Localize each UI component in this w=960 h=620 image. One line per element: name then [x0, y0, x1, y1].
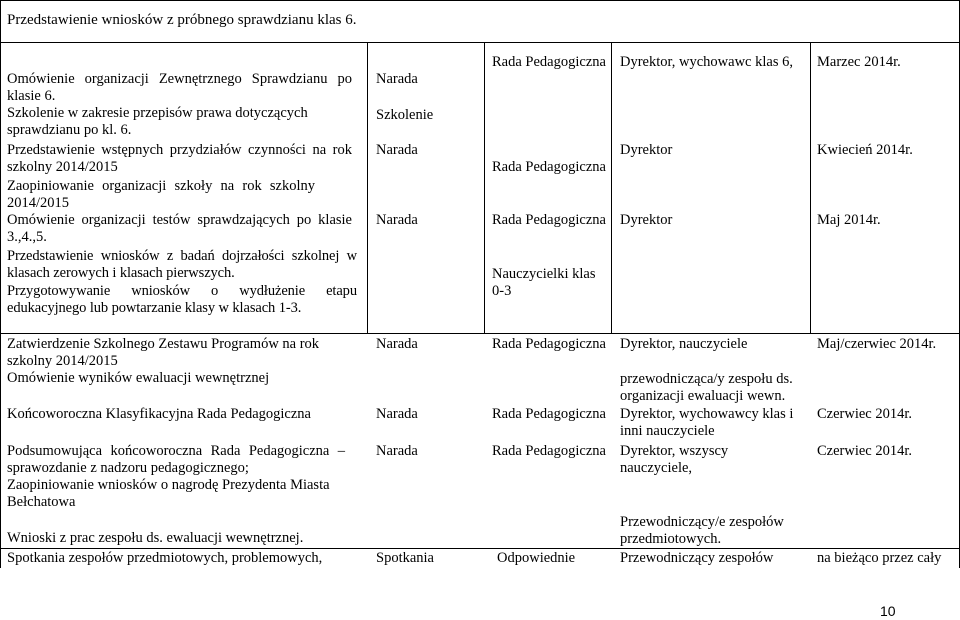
col-divider-form [367, 42, 368, 333]
row1-form-3: Narada [376, 142, 418, 158]
row1-topic-4: Zaopiniowanie organizacji szkoły na rok szkolny 2014/2015 [7, 178, 315, 211]
col-divider-responsible [611, 42, 612, 333]
row2-topic-3: Końcoworoczna Klasyfikacyjna Rada Pedagogiczna [7, 406, 311, 422]
table-border-left [0, 0, 1, 568]
row1-topic-2: Szkolenie w zakresie przepisów prawa dotyczących sprawdzianu po kl. 6. [7, 105, 308, 138]
row3-topic: Spotkania zespołów przedmiotowych, problemowych, [7, 550, 323, 566]
table-rule-row2 [0, 548, 960, 549]
row2-responsible-3: Dyrektor, wychowawcy klas i inni nauczyciele [620, 406, 794, 439]
row2-responsible-2: przewodnicząca/y zespołu ds. organizacji ewaluacji wewn. [620, 371, 793, 404]
row1-form-4: Narada [376, 212, 418, 228]
row1-participants-3: Rada Pedagogiczna [492, 212, 606, 228]
row2-topic-6: Wnioski z prac zespołu ds. ewaluacji wewnętrznej. [7, 530, 304, 546]
table-rule-row1 [0, 333, 960, 334]
row2-topic-2: Omówienie wyników ewaluacji wewnętrznej [7, 370, 270, 386]
row1-deadline-1: Marzec 2014r. [817, 54, 901, 70]
row1-form-1: Narada [376, 71, 418, 87]
row1-topic-5: Omówienie organizacji testów sprawdzających po klasie 3.,4.,5. [7, 212, 352, 245]
row3-responsible: Przewodniczący zespołów [620, 550, 774, 566]
row2-form-1: Narada [376, 336, 418, 352]
page-number: 10 [880, 603, 896, 619]
table-rule-row0 [0, 42, 960, 43]
row1-participants-2: Rada Pedagogiczna [492, 159, 606, 175]
row2-form-2: Narada [376, 406, 418, 422]
row2-topic-1: Zatwierdzenie Szkolnego Zestawu Programów na rok szkolny 2014/2015 [7, 336, 320, 369]
row3-deadline: na bieżąco przez cały [817, 550, 942, 566]
row2-responsible-4: Dyrektor, wszyscy nauczyciele, [620, 443, 729, 476]
row1-topic-1: Omówienie organizacji Zewnętrznego Sprawdzianu po klasie 6. [7, 71, 352, 104]
row2-form-3: Narada [376, 443, 418, 459]
row1-topic-6: Przedstawienie wniosków z badań dojrzałości szkolnej w klasach zerowych i klasach pierwszych. [7, 248, 357, 281]
row2-participants-2: Rada Pedagogiczna [492, 406, 606, 422]
row1-topic-7: Przygotowywanie wniosków o wydłużenie etapu edukacyjnego lub powtarzanie klasy w klasach 1-3. [7, 283, 357, 316]
row1-responsible-3: Dyrektor [620, 212, 673, 228]
row2-deadline-1: Maj/czerwiec 2014r. [817, 336, 937, 352]
row2-deadline-3: Czerwiec 2014r. [817, 443, 913, 459]
col-divider-participants [484, 42, 485, 333]
row3-participants: Odpowiednie [497, 550, 576, 566]
row2-participants-1: Rada Pedagogiczna [492, 336, 606, 352]
col-divider-deadline [810, 42, 811, 333]
row1-participants-4: Nauczycielki klas 0-3 [492, 266, 596, 299]
row2-topic-4: Podsumowująca końcoworoczna Rada Pedagogiczna – sprawozdanie z nadzoru pedagogicznego; [7, 443, 345, 476]
row1-form-2: Szkolenie [376, 107, 434, 123]
row1-deadline-3: Maj 2014r. [817, 212, 881, 228]
row1-deadline-2: Kwiecień 2014r. [817, 142, 913, 158]
row2-responsible-1: Dyrektor, nauczyciele [620, 336, 748, 352]
row0-topic: Przedstawienie wniosków z próbnego sprawdzianu klas 6. [7, 12, 357, 28]
row1-responsible-2: Dyrektor [620, 142, 673, 158]
table-border-top [0, 0, 960, 1]
row2-responsible-5: Przewodniczący/e zespołów przedmiotowych. [620, 514, 784, 547]
row1-participants-1: Rada Pedagogiczna [492, 54, 606, 70]
row2-participants-3: Rada Pedagogiczna [492, 443, 606, 459]
row2-deadline-2: Czerwiec 2014r. [817, 406, 913, 422]
row1-responsible-1: Dyrektor, wychowawc klas 6, [620, 54, 793, 70]
row2-topic-5: Zaopiniowanie wniosków o nagrodę Prezydenta Miasta Bełchatowa [7, 477, 330, 510]
row1-topic-3: Przedstawienie wstępnych przydziałów czynności na rok szkolny 2014/2015 [7, 142, 352, 175]
row3-form: Spotkania [376, 550, 434, 566]
